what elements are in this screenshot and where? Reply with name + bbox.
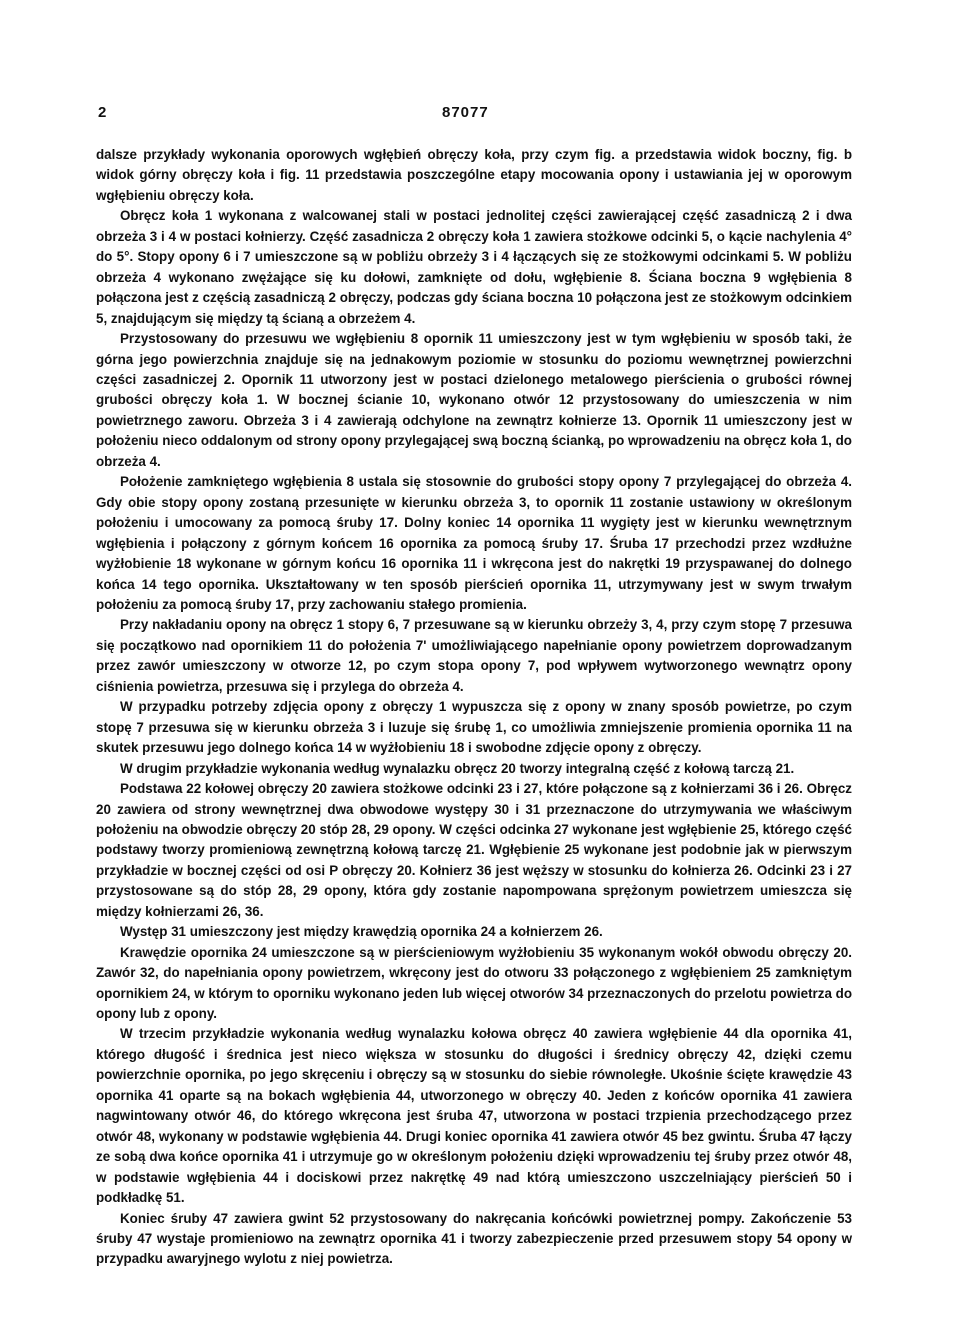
paragraph: Obręcz koła 1 wykonana z walcowanej stali w postaci jednolitej części zawierającej część zasadniczą 2 i dwa obrzeża 3 i 4 w postaci kołnierzy. Część zasadnicza 2 obręczy koła 1 zawiera stożkowe odcinki 5, o kącie nachylenia 4° do 5°. Stopy opony 6 i 7 umieszczone są w pobliżu obrzeży 3 i 4 łączących się ze stożkowymi odcinkami 5. W pobliżu obrzeża 4 wykonano zwężające się ku dołowi, zamknięte od dołu, wgłębienie 8. Ściana boczna 9 wgłębienia 8 połączona jest z częścią zasadniczą 2 obręczy, podczas gdy ściana boczna 10 połączona jest ze stożkowym odcinkiem 5, znajdującym się między tą ścianą a obrzeżem 4. bbox=[96, 208, 852, 326]
paragraph: Położenie zamkniętego wgłębienia 8 ustala się stosownie do grubości stopy opony 7 przylegającej do obrzeża 4. Gdy obie stopy opony zostaną przesunięte w kierunku obrzeża 3, to opornik 11 zostanie ustawiony w określonym położeniu i umocowany za pomocą śruby 17. Dolny koniec 14 opornika 11 wygięty jest w kierunku wewnętrznym wgłębienia i połączony z górnym końcem 16 opornika za pomocą śruby 17. Śruba 17 przechodzi przez wzdłużne wyżłobienie 18 wykonane w górnym końcu 16 opornika 11 i wkręcona jest do nakrętki 19 przyspawanej do dolnego końca 14 tego opornika. Ukształtowany w ten sposób pierścień opornika 11, utrzymywany jest w swym trwałym położeniu za pomocą śruby 17, przy zachowaniu stałego promienia. bbox=[96, 474, 852, 612]
paragraph: W drugim przykładzie wykonania według wynalazku obręcz 20 tworzy integralną część z kołową tarczą 21. bbox=[120, 760, 795, 776]
paragraph: W trzecim przykładzie wykonania według wynalazku kołowa obręcz 40 zawiera wgłębienie 44 dla opornika 41, którego długość i średnica jest nieco większa w stosunku do długości i średnicy obręczy 42, dzięki czemu powierzchnie opornika, po jego skręceniu i obręczy są w stosunku do siebie równoległe. Ukośnie ścięte krawędzie 43 opornika 41 oparte są na bokach wgłębienia 44, utworzonego w obręczy 40. Jeden z końców opornika 41 zawiera nagwintowany otwór 46, do którego wkręcona jest śruba 47, utworzona w postaci trzpienia przechodzącego przez otwór 48, wykonany w podstawie wgłębienia 44. Drugi koniec opornika 41 zawiera otwór 45 bez gwintu. Śruba 47 łączy ze sobą dwa końce opornika 41 i utrzymuje go w określonym położeniu dzięki wprowadzeniu tej śruby przez otwór 48, w podstawie wgłębienia 44 i dociskowi przez nakrętkę 49 nad którą umieszczono uszczelniający pierścień 50 i podkładkę 51. bbox=[96, 1026, 852, 1206]
paragraph: dalsze przykłady wykonania oporowych wgłębień obręczy koła, przy czym fig. a przedstawia widok boczny, fig. b widok górny obręczy koła i fig. 11 przedstawia poszczególne etapy mocowania opony i ustawiania jej w oporowym wgłębieniu obręczy koła. bbox=[96, 147, 852, 203]
body-text bbox=[96, 145, 852, 1270]
document-number: 87077 bbox=[442, 104, 489, 121]
paragraph: Występ 31 umieszczony jest między krawędzią opornika 24 a kołnierzem 26. bbox=[120, 924, 603, 940]
paragraph: Koniec śruby 47 zawiera gwint 52 przystosowany do nakręcania końcówki powietrznej pompy. Zakończenie 53 śruby 47 wystaje promieniowo na zewnątrz opornika 41 i tworzy zabezpieczenie przed przesuwem stopy 54 opony w przypadku awaryjnego wylotu z niej powietrza. bbox=[96, 1210, 852, 1267]
page-number: 2 bbox=[98, 104, 107, 121]
paragraph: W przypadku potrzeby zdjęcia opony z obręczy 1 wypuszcza się z opony w znany sposób powietrze, po czym stopę 7 przesuwa się w kierunku obrzeża 3 i luzuje się śrubę 1, co umożliwia zmniejszenie promienia opornika 11 na skutek przesuwu jego dolnego końca 14 w wyżłobieniu 18 i swobodne zdjęcie opony z obręczy. bbox=[96, 699, 852, 756]
paragraph: Podstawa 22 kołowej obręczy 20 zawiera stożkowe odcinki 23 i 27, które połączone są z kołnierzami 36 i 26. Obręcz 20 zawiera od strony wewnętrznej dwa obwodowe występy 30 i 31 przeznaczone do utrzymywania we właściwym położeniu na obwodzie obręczy 20 stóp 28, 29 opony. W części odcinka 27 wykonane jest wgłębienie 25, którego część podstawy tworzy promieniową zewnętrzną kołową tarczę 21. Wgłębienie 25 wykonane jest podobnie jak w pierwszym przykładzie w bocznej części od osi P obręczy 20. Kołnierz 36 jest węższy w stosunku do kołnierza 26. Odcinki 23 i 27 przystosowane są do stóp 28, 29 opony, która gdy zostanie napompowana sprężonym powietrzem umieszcza się między kołnierzami 26, 36. bbox=[96, 781, 852, 919]
paragraph: Przystosowany do przesuwu we wgłębieniu 8 opornik 11 umieszczony jest w tym wgłębieniu w sposób taki, że górna jego powierzchnia znajduje się na jednakowym poziomie w stosunku do poziomu wewnętrznej powierzchni części zasadniczej 2. Opornik 11 utworzony jest w postaci dzielonego metalowego pierścienia o grubości równej grubości obręczy koła 1. W bocznej ścianie 10, wykonano otwór 12 przystosowany do umieszczenia w nim powietrznego zaworu. Obrzeża 3 i 4 zawierają odchylone na zewnątrz kołnierze 13. Opornik 11 umieszczony jest w położeniu nieco oddalonym od strony opony przylegającej swą boczną ścianką, po wprowadzeniu na obręcz koła 1, do obrzeża 4. bbox=[96, 331, 852, 469]
paragraph: Przy nakładaniu opony na obręcz 1 stopy 6, 7 przesuwane są w kierunku obrzeży 3, 4, przy czym stopę 7 przesuwa się początkowo nad opornikiem 11 do położenia 7' umożliwiającego napełnianie opony powietrzem doprowadzanym przez zawór umieszczony w otworze 12, po czym stopa opony 7, pod wpływem wytworzonego wewnątrz opony ciśnienia powietrza, przesuwa się i przylega do obrzeża 4. bbox=[96, 617, 852, 694]
page-header bbox=[96, 104, 864, 124]
paragraph: Krawędzie opornika 24 umieszczone są w pierścieniowym wyżłobieniu 35 wykonanym wokół obwodu obręczy 20. Zawór 32, do napełniania opony powietrzem, wkręcony jest do otworu 33 połączonego z wgłębieniem 25 zamkniętym opornikiem 24, w którym to oporniku wykonano jeden lub więcej otworów 34 przeznaczonych do przelotu powietrza do opony lub z opony. bbox=[96, 944, 852, 1022]
